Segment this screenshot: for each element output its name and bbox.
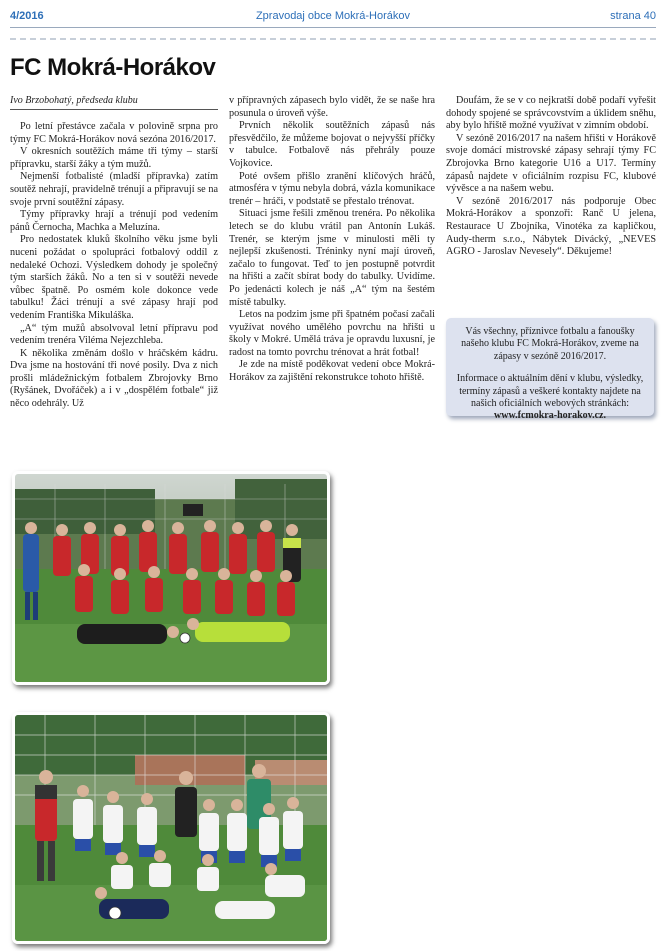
- paragraph: V sezóně 2016/2017 nás podporuje Obec Mokrá-Horákov a sponzoři: Ranč U jelena, Restaurace U Zbojníka, Vinotéka za kapličkou, Audy-therm s.r.o., Nábytek Divácký, „NEVES AGRO - Jaroslav Nevesely“. Děkujeme!: [446, 195, 656, 258]
- paragraph: K několika změnám došlo v hráčském kádru. Dva jsme na hostování tři nové posily. Dva z nich prošli mládežnickým fotbalem Zbrojovky Brno (Ryšánek, Dvořáček) a i v „dospělém fotbale“ již něco odehrály. Už: [10, 347, 218, 410]
- contact-info: Informace o aktuálním dění v klubu, výsledky, termíny zápasů a veškeré kontakty najdete na našich oficiálních webových stránkách:: [456, 373, 644, 410]
- invitation-text: Vás všechny, příznivce fotbalu a fanoušky našeho klubu FC Mokrá-Horákov, zveme na zápasy v sezóně 2016/2017.: [461, 326, 639, 362]
- issue-number: 4/2016: [10, 10, 44, 22]
- page-header: [10, 8, 656, 26]
- paragraph: v přípravných zápasech bylo vidět, že se naše hra posunula o úroveň výše.: [229, 95, 435, 119]
- paragraph: Týmy přípravky hrají a trénují pod vedením pánů Černocha, Machka a Meluzína.: [10, 209, 218, 233]
- website-link[interactable]: www.fcmokra-horakov.cz.: [494, 410, 606, 422]
- paragraph: Pro nedostatek kluků školního věku jsme byli nuceni požádat o spolupráci fotbalový oddíl z nedaleké Ochozi. Výsledkem dohody je společný tým starších žáků. No a ten si v soutěži nevede vůbec špatně. Po osmém kole dokonce vede tabulku! Žáci trénují a své zápasy hrají pod vedením Františka Mikuláška.: [10, 234, 218, 321]
- paragraph: Situaci jsme řešili změnou trenéra. Po několika letech se do klubu vrátil pan Antonín Lukáš. Trenér, se kterým jsme v minulosti měli ty nejlepší zkušenosti. Tréninky nyní mají úroveň, začalo to fungovat. Teď to jen postupně potvrdit na hřišti a začít sbírat body do tabulky. Uvidíme. Po jedenácti kolech je náš „A“ tým na šestém místě tabulky.: [229, 208, 435, 308]
- page-number: strana 40: [610, 10, 656, 22]
- paragraph: „A“ tým mužů absolvoval letní přípravu pod vedením trenéra Viléma Nejezchleba.: [10, 322, 218, 347]
- paragraph: Letos na podzim jsme při špatném počasí začali využívat nového umělého povrchu na hřišti u školy v Mokré. Umělá tráva je opravdu luxusní, je radost na tomto povrchu trénovat a hrát fotbal!: [229, 309, 435, 358]
- invitation-box: [446, 318, 654, 422]
- paragraph: V sezóně 2016/2017 na našem hřišti v Horákově svoje domácí mistrovské zápasy sehrají týmy FC Zbrojovka Brno kategorie U16 a U17. Termíny zápasů najdete v oficiálním rozpisu FC, klubové vývěsce a na našem webu.: [446, 132, 656, 195]
- paragraph: Poté ovšem přišlo zranění klíčových hráčů, atmosféra v týmu nebyla dobrá, vázla komunikace trenér – hráči, v podstatě se přestalo trénovat.: [229, 170, 435, 207]
- contact-text: [454, 373, 646, 423]
- paragraph: Doufám, že se v co nejkratší době podaří vyřešit dohody spojené se správcovstvím a úklidem sněhu, aby bylo hřiště možné využívat v zimním období.: [446, 95, 656, 132]
- header-divider-dashed: [10, 38, 656, 40]
- paragraph: Je zde na místě poděkovat vedení obce Mokrá-Horákov za zajištění rekonstrukce tohoto hřiště.: [229, 359, 435, 384]
- article-column-3: [446, 95, 656, 259]
- team-photo-older: [12, 471, 330, 685]
- article-byline: Ivo Brzobohatý, předseda klubu: [10, 95, 218, 110]
- paragraph: Prvních několik soutěžních zápasů nás přesvědčilo, že můžeme bojovat o nejvyšší příčky v tabulce. Fotbalově nás přehrály pouze Vojkovice.: [229, 120, 435, 169]
- paragraph: V okresních soutěžích máme tři týmy – starší přípravku, starší žáky a tým mužů.: [10, 146, 218, 170]
- article-column-2: [229, 95, 435, 385]
- team-photo-younger: [12, 712, 330, 944]
- paragraph: Nejmenší fotbalisté (mladší přípravka) zatím soutěž nehrají, pravidelně trénují a připravují se na svoje první soutěžní zápasy.: [10, 171, 218, 208]
- paragraph: Po letní přestávce začala v polovině srpna pro týmy FC Mokrá-Horákov nová sezóna 2016/2017.: [10, 121, 218, 145]
- article-column-1: [10, 121, 218, 411]
- article-title: FC Mokrá-Horákov: [10, 54, 216, 81]
- publication-title: Zpravodaj obce Mokrá-Horákov: [255, 10, 411, 22]
- header-divider: [10, 27, 656, 28]
